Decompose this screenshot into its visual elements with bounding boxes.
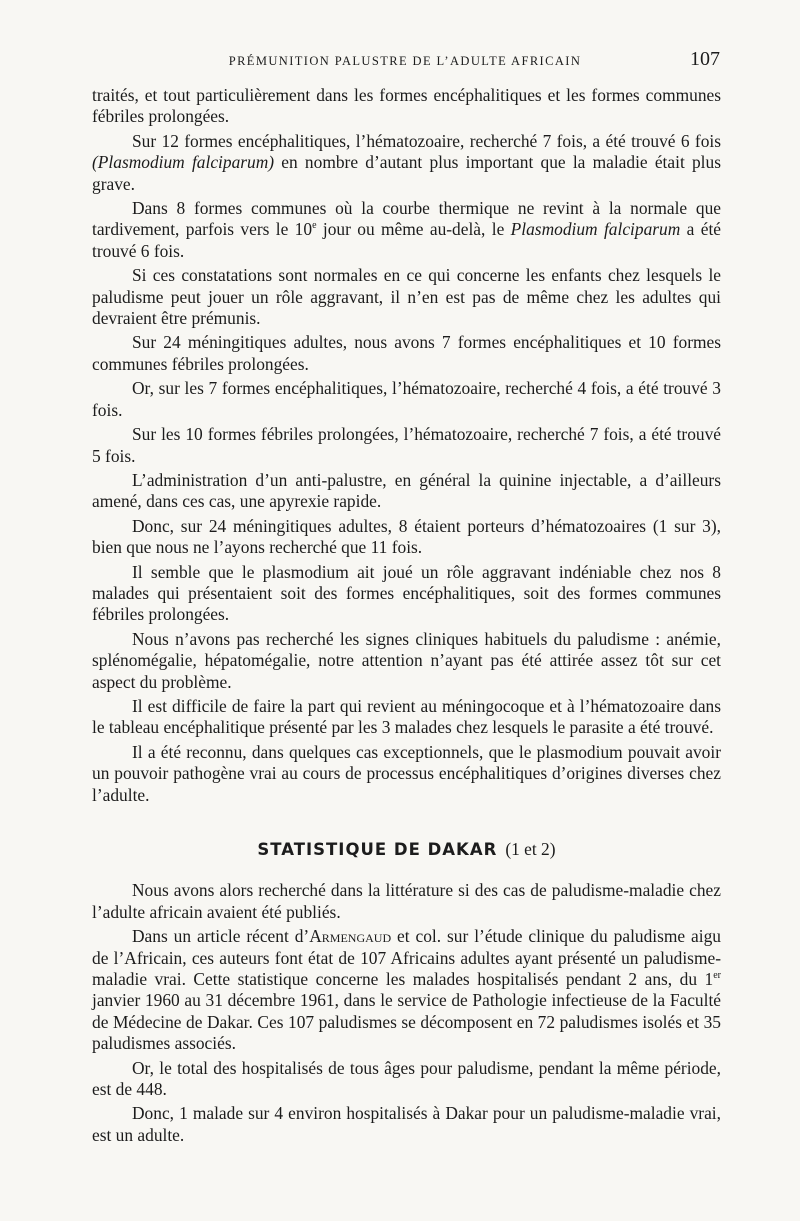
paragraph-12: Il est difficile de faire la part qui revient au méningocoque et à l’hématozoaire dans le tableau encéphalitique présenté par les 3 malades chez lesquels le parasite a été trouvé. (92, 695, 721, 738)
paragraph-9: Donc, sur 24 méningitiques adultes, 8 étaient porteurs d’hématozoaires (1 sur 3), bien que nous ne l’ayons recherché que 11 fois. (92, 515, 721, 558)
species-name: Plasmodium falciparum (510, 219, 681, 240)
paragraph-8: L’administration d’un anti-palustre, en général la quinine injectable, a d’ailleurs amené, dans ces cas, une apyrexie rapide. (92, 469, 721, 512)
body-text (92, 85, 721, 1149)
paragraph-3-text-b: jour ou même au-delà, le (316, 219, 511, 240)
section-paragraph-4: Donc, 1 malade sur 4 environ hospitalisés à Dakar pour un paludisme-maladie vrai, est un adulte. (92, 1103, 721, 1145)
paragraph-13: Il a été reconnu, dans quelques cas exceptionnels, que le plasmodium pouvait avoir un pouvoir pathogène vrai au cours de processus encéphalitiques d’origines diverses chez l’adulte. (92, 741, 721, 805)
section-paragraph-2-text-c: janvier 1960 au 31 décembre 1961, dans le service de Pathologie infectieuse de la Faculté de Médecine de Dakar. Ces 107 paludismes se décomposent en 72 paludismes isolés et 35 paludismes associés. (92, 990, 721, 1054)
section-paragraph-2 (92, 926, 721, 1054)
running-header (90, 48, 720, 76)
paragraph-3-text-c: a été trouvé 6 fois. (92, 219, 722, 261)
ordinal-superscript: er (713, 970, 721, 982)
section-paragraph-2-text-a: Dans un article récent d’ (132, 926, 310, 947)
author-name: Armengaud (309, 926, 392, 947)
paragraph-4: Si ces constatations sont normales en ce qui concerne les enfants chez lesquels le paludisme peut jouer un rôle aggravant, il n’en est pas de même chez les adultes qui devraient être prémunis. (92, 265, 721, 329)
paragraph-3 (92, 198, 721, 262)
paragraph-1: traités, et tout particulièrement dans les formes encéphalitiques et les formes communes fébriles prolongées. (92, 85, 721, 127)
paragraph-2-text-b: en nombre d’autant plus important que la maladie était plus grave. (92, 152, 721, 194)
ordinal-superscript: e (312, 220, 317, 232)
species-name: (Plasmodium falciparum) (92, 152, 275, 173)
paragraph-11: Nous n’avons pas recherché les signes cliniques habituels du paludisme : anémie, splénomégalie, hépatomégalie, notre attention n’ayant pas été attirée assez tôt sur cet aspect du problème. (92, 628, 721, 692)
paragraph-10: Il semble que le plasmodium ait joué un rôle aggravant indéniable chez nos 8 malades qui présentaient soit des formes encéphalitiques, soit des formes communes fébriles prolongées. (92, 561, 721, 625)
paragraph-3-text-a: Dans 8 formes communes où la courbe thermique ne revint à la normale que tardivement, parfois vers le 10 (92, 198, 721, 240)
running-title: PRÉMUNITION PALUSTRE DE L’ADULTE AFRICAIN (228, 54, 582, 68)
paragraph-7: Sur les 10 formes fébriles prolongées, l’hématozoaire, recherché 7 fois, a été trouvé 5 fois. (92, 424, 721, 466)
section-paragraph-3: Or, le total des hospitalisés de tous âges pour paludisme, pendant la même période, est de 448. (92, 1057, 721, 1100)
section-heading (92, 839, 721, 860)
section-paragraph-2-text-b: et col. sur l’étude clinique du paludisme aigu de l’Africain, ces auteurs font état de 107 Africains adultes ayant présenté un paludisme-maladie vrai. Cette statistique concerne les malades hospitalisés pendant 2 ans, du 1 (92, 926, 721, 990)
paragraph-6: Or, sur les 7 formes encéphalitiques, l’hématozoaire, recherché 4 fois, a été trouvé 3 fois. (92, 378, 721, 420)
paragraph-2 (92, 131, 721, 195)
paragraph-2-text-a: Sur 12 formes encéphalitiques, l’hématozoaire, recherché 7 fois, a été trouvé 6 fois (132, 130, 721, 151)
page-number: 107 (690, 48, 720, 70)
section-reference: (1 et 2) (505, 839, 556, 859)
section-title: STATISTIQUE DE DAKAR (257, 840, 498, 859)
section-paragraph-1: Nous avons alors recherché dans la littérature si des cas de paludisme-maladie chez l’adulte africain avaient été publiés. (92, 880, 721, 922)
paragraph-5: Sur 24 méningitiques adultes, nous avons 7 formes encéphalitiques et 10 formes communes fébriles prolongées. (92, 332, 721, 374)
